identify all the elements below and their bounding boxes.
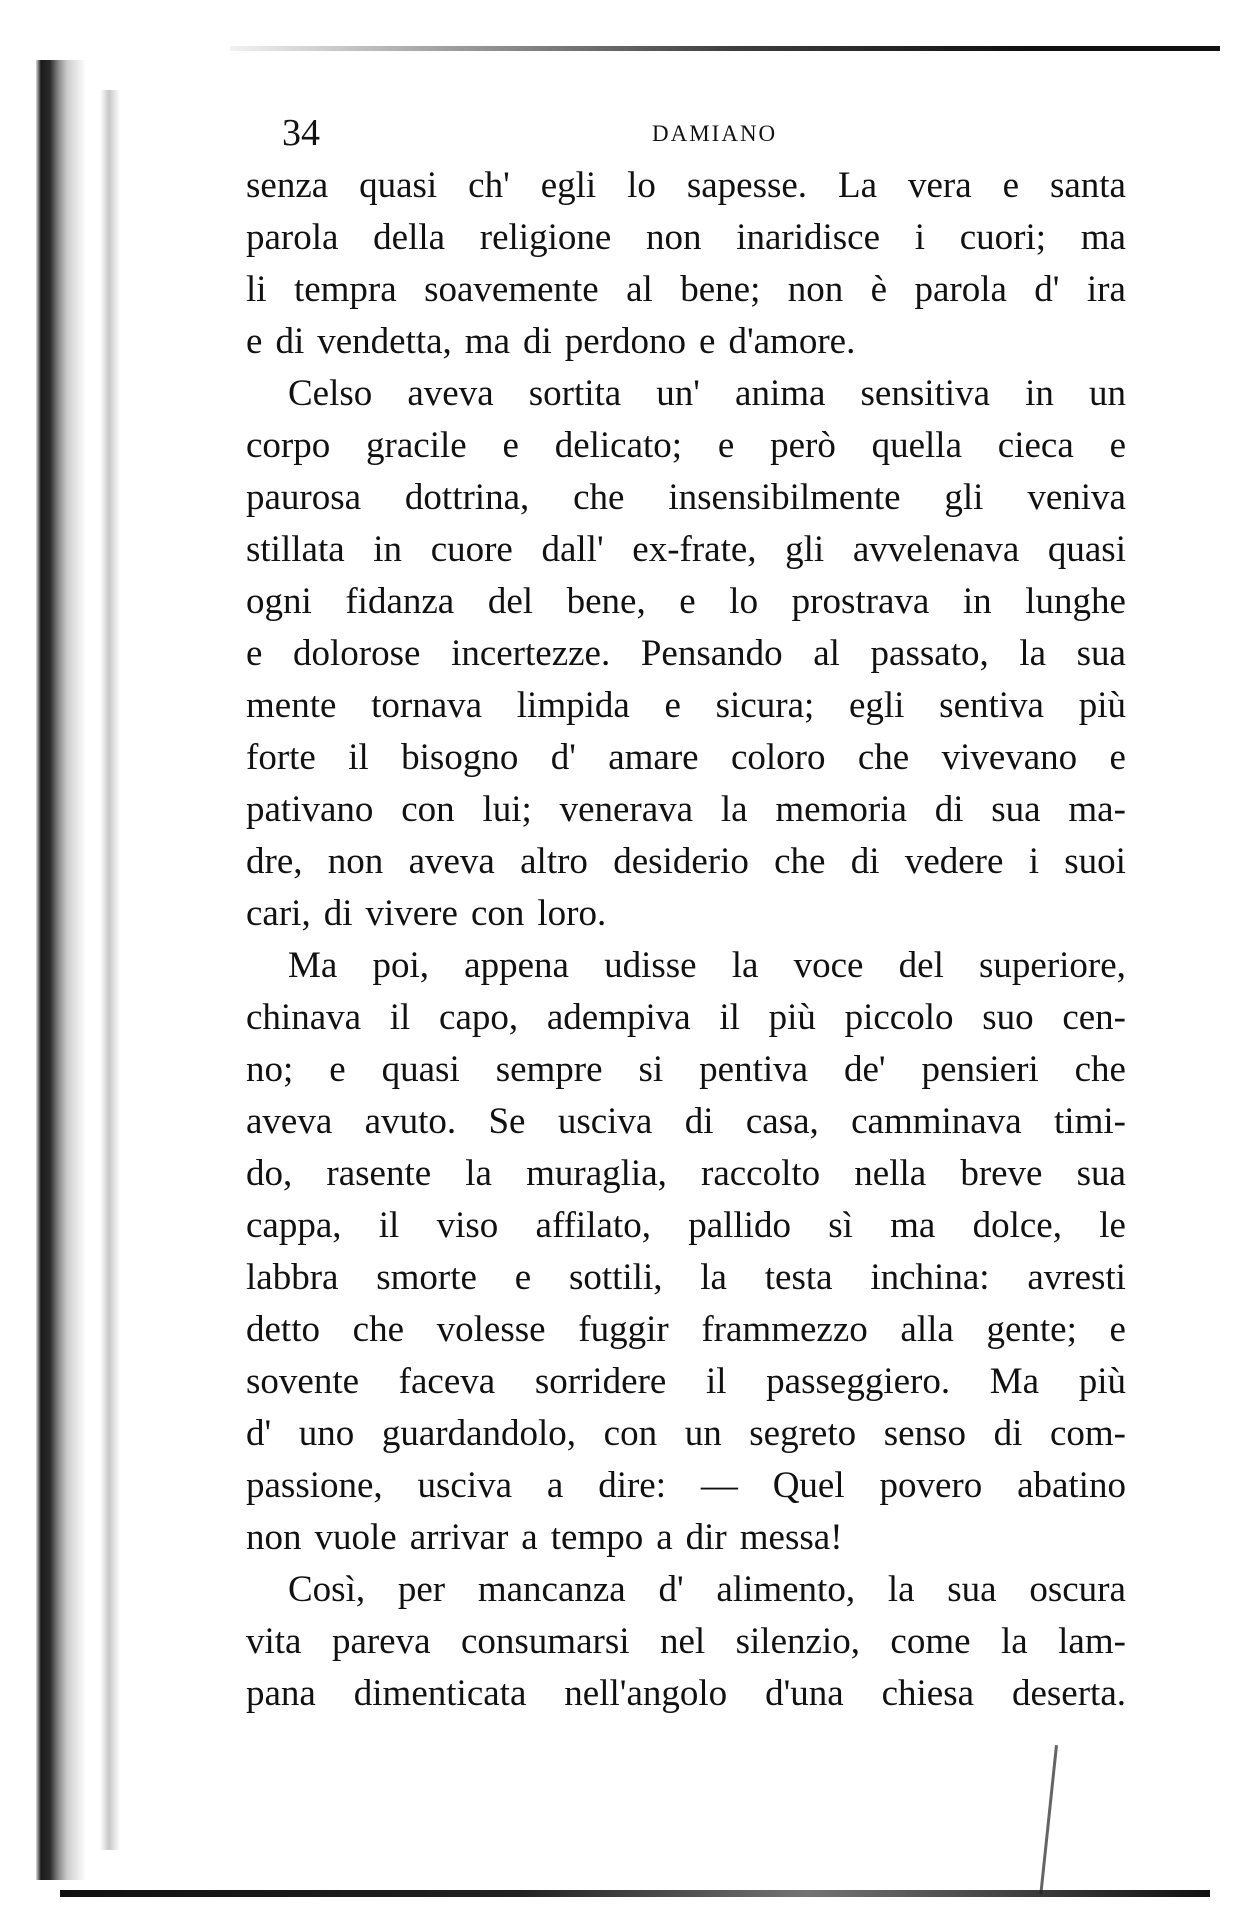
bottom-edge-shadow	[60, 1890, 1210, 1897]
text-line: pativano con lui; venerava la memoria di sua ma-	[246, 789, 1126, 830]
text-line: pana dimenticata nell'angolo d'una chiesa deserta.	[246, 1673, 1126, 1714]
text-line: labbra smorte e sottili, la testa inchina: avresti	[246, 1257, 1126, 1298]
text-line: stillata in cuore dall' ex-frate, gli avvelenava quasi	[246, 529, 1126, 570]
gutter-shadow	[100, 90, 120, 1850]
text-line: vita pareva consumarsi nel silenzio, come la lam-	[246, 1621, 1126, 1662]
text-line: cari, di vivere con loro.	[246, 893, 607, 934]
text-line: forte il bisogno d' amare coloro che vivevano e	[246, 737, 1126, 778]
text-line: passione, usciva a dire: — Quel povero abatino	[246, 1465, 1126, 1506]
text-line: cappa, il viso affilato, pallido sì ma dolce, le	[246, 1205, 1126, 1246]
text-line: d' uno guardandolo, con un segreto senso di com-	[246, 1413, 1126, 1454]
text-line: paurosa dottrina, che insensibilmente gli veniva	[246, 477, 1126, 518]
text-line: dre, non aveva altro desiderio che di vedere i suoi	[246, 841, 1126, 882]
text-line: Celso aveva sortita un' anima sensitiva in un	[288, 373, 1126, 414]
text-line: sovente faceva sorridere il passeggiero. Ma più	[246, 1361, 1126, 1402]
text-line: aveva avuto. Se usciva di casa, camminava timi-	[246, 1101, 1126, 1142]
text-line: e dolorose incertezze. Pensando al passato, la sua	[246, 633, 1126, 674]
text-line: senza quasi ch' egli lo sapesse. La vera e santa	[246, 165, 1126, 206]
binding-shadow	[36, 60, 86, 1880]
running-head: DAMIANO	[652, 121, 778, 146]
text-line: Ma poi, appena udisse la voce del superiore,	[288, 945, 1126, 986]
body-text	[246, 160, 1126, 1720]
text-line: chinava il capo, adempiva il più piccolo suo cen-	[246, 997, 1126, 1038]
text-line: corpo gracile e delicato; e però quella cieca e	[246, 425, 1126, 466]
text-line: detto che volesse fuggir frammezzo alla gente; e	[246, 1309, 1126, 1350]
text-line: parola della religione non inaridisce i cuori; ma	[246, 217, 1126, 258]
text-line: li tempra soavemente al bene; non è parola d' ira	[246, 269, 1126, 310]
text-line: non vuole arrivar a tempo a dir messa!	[246, 1517, 843, 1558]
top-edge-shadow	[230, 46, 1220, 51]
text-line: e di vendetta, ma di perdono e d'amore.	[246, 321, 856, 362]
ink-mark	[1039, 1745, 1058, 1894]
text-line: Così, per mancanza d' alimento, la sua oscura	[288, 1569, 1126, 1610]
page-header	[282, 108, 1112, 158]
text-line: mente tornava limpida e sicura; egli sentiva più	[246, 685, 1126, 726]
text-line: no; e quasi sempre si pentiva de' pensieri che	[246, 1049, 1126, 1090]
page-number: 34	[282, 112, 320, 154]
text-line: do, rasente la muraglia, raccolto nella breve sua	[246, 1153, 1126, 1194]
text-line: ogni fidanza del bene, e lo prostrava in lunghe	[246, 581, 1126, 622]
